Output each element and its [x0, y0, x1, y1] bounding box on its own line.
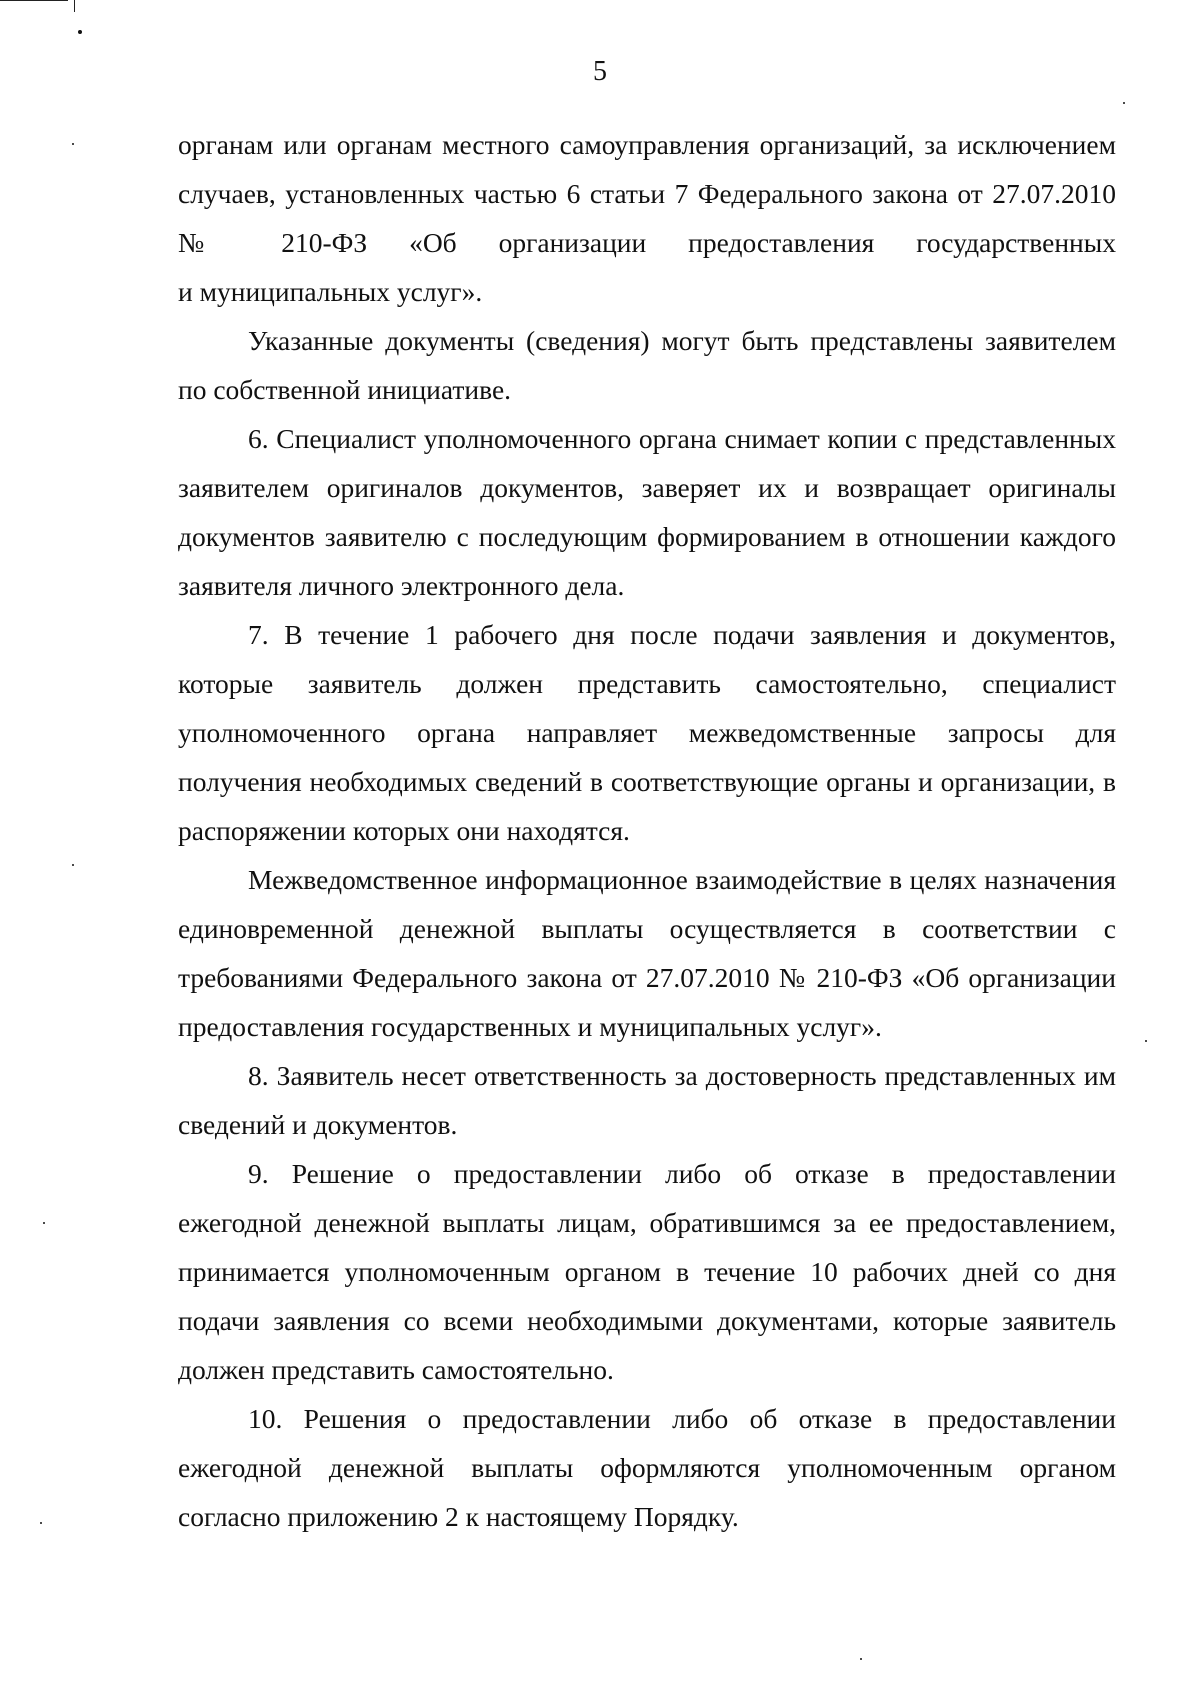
scan-speck [40, 1522, 42, 1524]
scan-speck [1123, 102, 1125, 104]
paragraph-item-7: 7. В течение 1 рабочего дня после подачи заявления и документов, которые заявитель должен представить самостоятельно, специалист уполномоченного органа направляет межведомственные запросы для получения необходимых сведений в соответствующие органы и организации, в распоряжении которых они находятся. [178, 619, 1116, 846]
scan-speck [43, 1222, 45, 1224]
scan-edge-tick [74, 0, 75, 12]
text-line: № 210-ФЗ «Об организации предоставления государственных [178, 227, 1116, 258]
text-line: и муниципальных услуг». [178, 276, 483, 307]
paragraph-item-10: 10. Решения о предоставлении либо об отказе в предоставлении ежегодной денежной выплаты оформляются уполномоченным органом согласно приложению 2 к настоящему Порядку. [178, 1403, 1116, 1532]
paragraph-item-9: 9. Решение о предоставлении либо об отказе в предоставлении ежегодной денежной выплаты лицам, обратившимся за ее предоставлением, принимается уполномоченным органом в течение 10 рабочих дней со дня подачи заявления со всеми необходимыми документами, которые заявитель должен представить самостоятельно. [178, 1158, 1116, 1385]
paragraph-continuation [178, 120, 1116, 316]
scan-speck [1145, 1040, 1147, 1042]
document-body [178, 120, 1116, 1541]
paragraph: Указанные документы (сведения) могут быть представлены заявителем по собственной инициативе. [178, 325, 1116, 405]
scan-speck [860, 1658, 862, 1660]
paragraph-item-6: 6. Специалист уполномоченного органа снимает копии с представленных заявителем оригиналов документов, заверяет их и возвращает оригиналы документов заявителю с последующим формированием в отношении каждого заявителя личного электронного дела. [178, 423, 1116, 601]
scan-speck [72, 864, 74, 866]
page-number: 5 [593, 56, 607, 87]
paragraph: Межведомственное информационное взаимодействие в целях назначения единовременной денежной выплаты осуществляется в соответствии с требованиями Федерального закона от 27.07.2010 № 210-ФЗ «Об организации предоставления государственных и муниципальных услуг». [178, 864, 1116, 1042]
scan-speck [72, 143, 74, 145]
text-line: органам или органам местного самоуправления организаций, за исключением [178, 129, 1116, 160]
scan-edge-line [0, 0, 68, 1]
paragraph-item-8: 8. Заявитель несет ответственность за достоверность представленных им сведений и документов. [178, 1060, 1116, 1140]
scan-speck [78, 30, 82, 34]
text-line: случаев, установленных частью 6 статьи 7 Федерального закона от 27.07.2010 [178, 178, 1116, 209]
